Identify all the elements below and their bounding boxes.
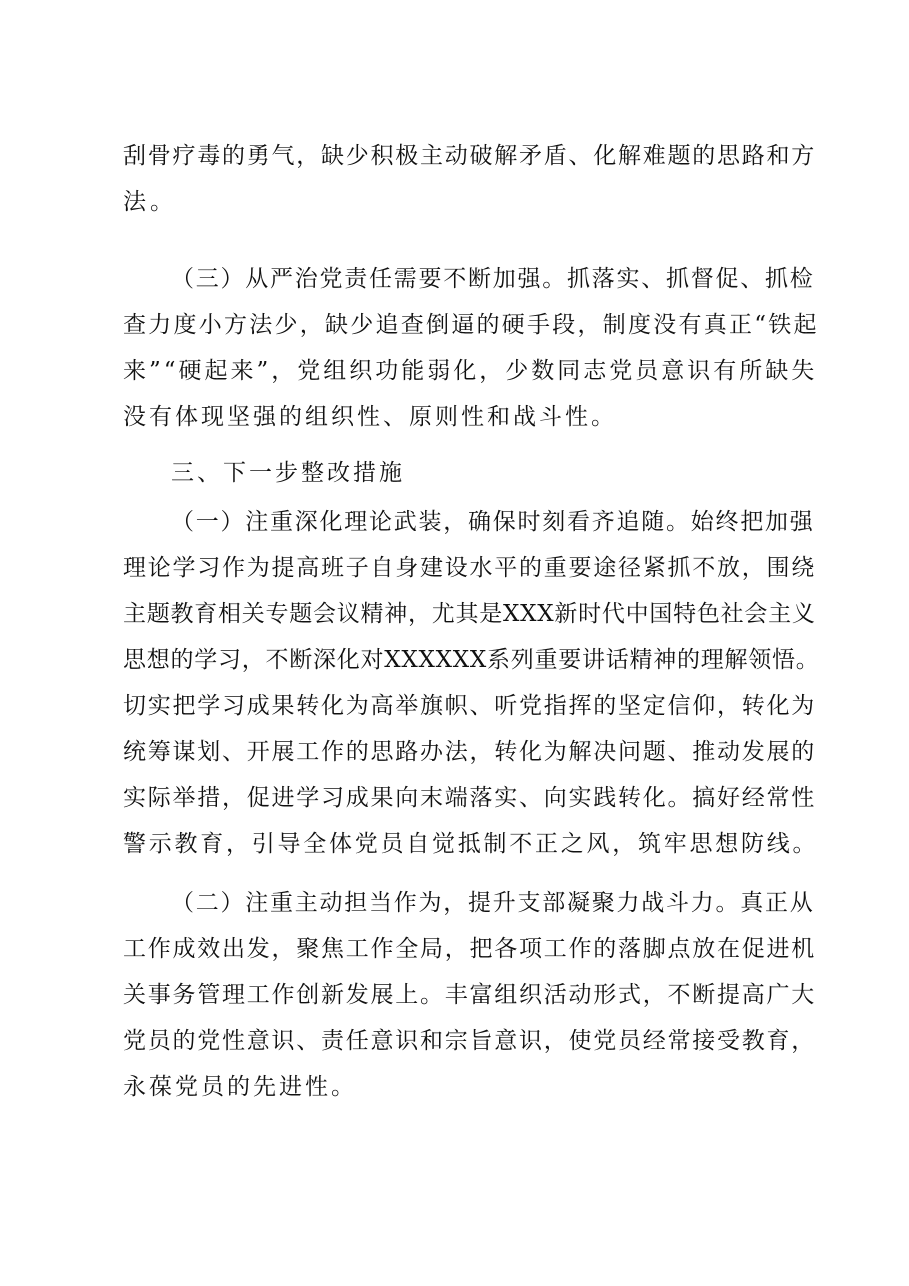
para-problem-3-line-1: （三）从严治党责任需要不断加强。抓落实、抓督促、抓检 xyxy=(171,266,815,292)
para-measure-1-line-2: 理论学习作为提高班子自身建设水平的重要途径紧抓不放，围绕 xyxy=(123,555,816,581)
para-measure-2-line-3: 关事务管理工作创新发展上。丰富组织活动形式，不断提高广大 xyxy=(123,982,816,1008)
para-measure-1-line-1: （一）注重深化理论武装，确保时刻看齐追随。始终把加强 xyxy=(171,509,815,535)
para-carryover-line-1: 刮骨疗毒的勇气，缺少积极主动破解矛盾、化解难题的思路和方 xyxy=(123,143,816,169)
para-measure-1-line-8: 警示教育，引导全体党员自觉抵制不正之风，筑牢思想防线。 xyxy=(123,831,819,857)
para-carryover-line-2: 法。 xyxy=(123,189,177,215)
para-problem-3-line-2: 查力度小方法少，缺少追查倒逼的硬手段，制度没有真正“铁起 xyxy=(123,312,819,338)
para-problem-3-line-4: 没有体现坚强的组织性、原则性和战斗性。 xyxy=(123,404,617,430)
para-measure-2-line-2: 工作成效出发，聚焦工作全局，把各项工作的落脚点放在促进机 xyxy=(123,936,816,962)
para-measure-2-line-4: 党员的党性意识、责任意识和宗旨意识，使党员经常接受教育， xyxy=(123,1028,816,1054)
para-measure-2-line-1: （二）注重主动担当作为，提升支部凝聚力战斗力。真正从 xyxy=(171,890,815,916)
para-measure-1-line-4: 思想的学习，不断深化对XXXXXX系列重要讲话精神的理解领悟。 xyxy=(123,647,820,673)
section-heading-3: 三、下一步整改措施 xyxy=(171,460,405,486)
para-measure-1-line-6: 统筹谋划、开展工作的思路办法，转化为解决问题、推动发展的 xyxy=(123,739,816,765)
para-measure-1-line-3: 主题教育相关专题会议精神，尤其是XXX新时代中国特色社会主义 xyxy=(123,601,816,627)
para-problem-3-line-3: 来”“硬起来”，党组织功能弱化，少数同志党员意识有所缺失 xyxy=(123,358,818,384)
para-measure-2-line-5: 永葆党员的先进性。 xyxy=(123,1074,357,1100)
para-measure-1-line-5: 切实把学习成果转化为高举旗帜、听党指挥的坚定信仰，转化为 xyxy=(123,693,816,719)
para-measure-1-line-7: 实际举措，促进学习成果向末端落实、向实践转化。搞好经常性 xyxy=(123,785,816,811)
